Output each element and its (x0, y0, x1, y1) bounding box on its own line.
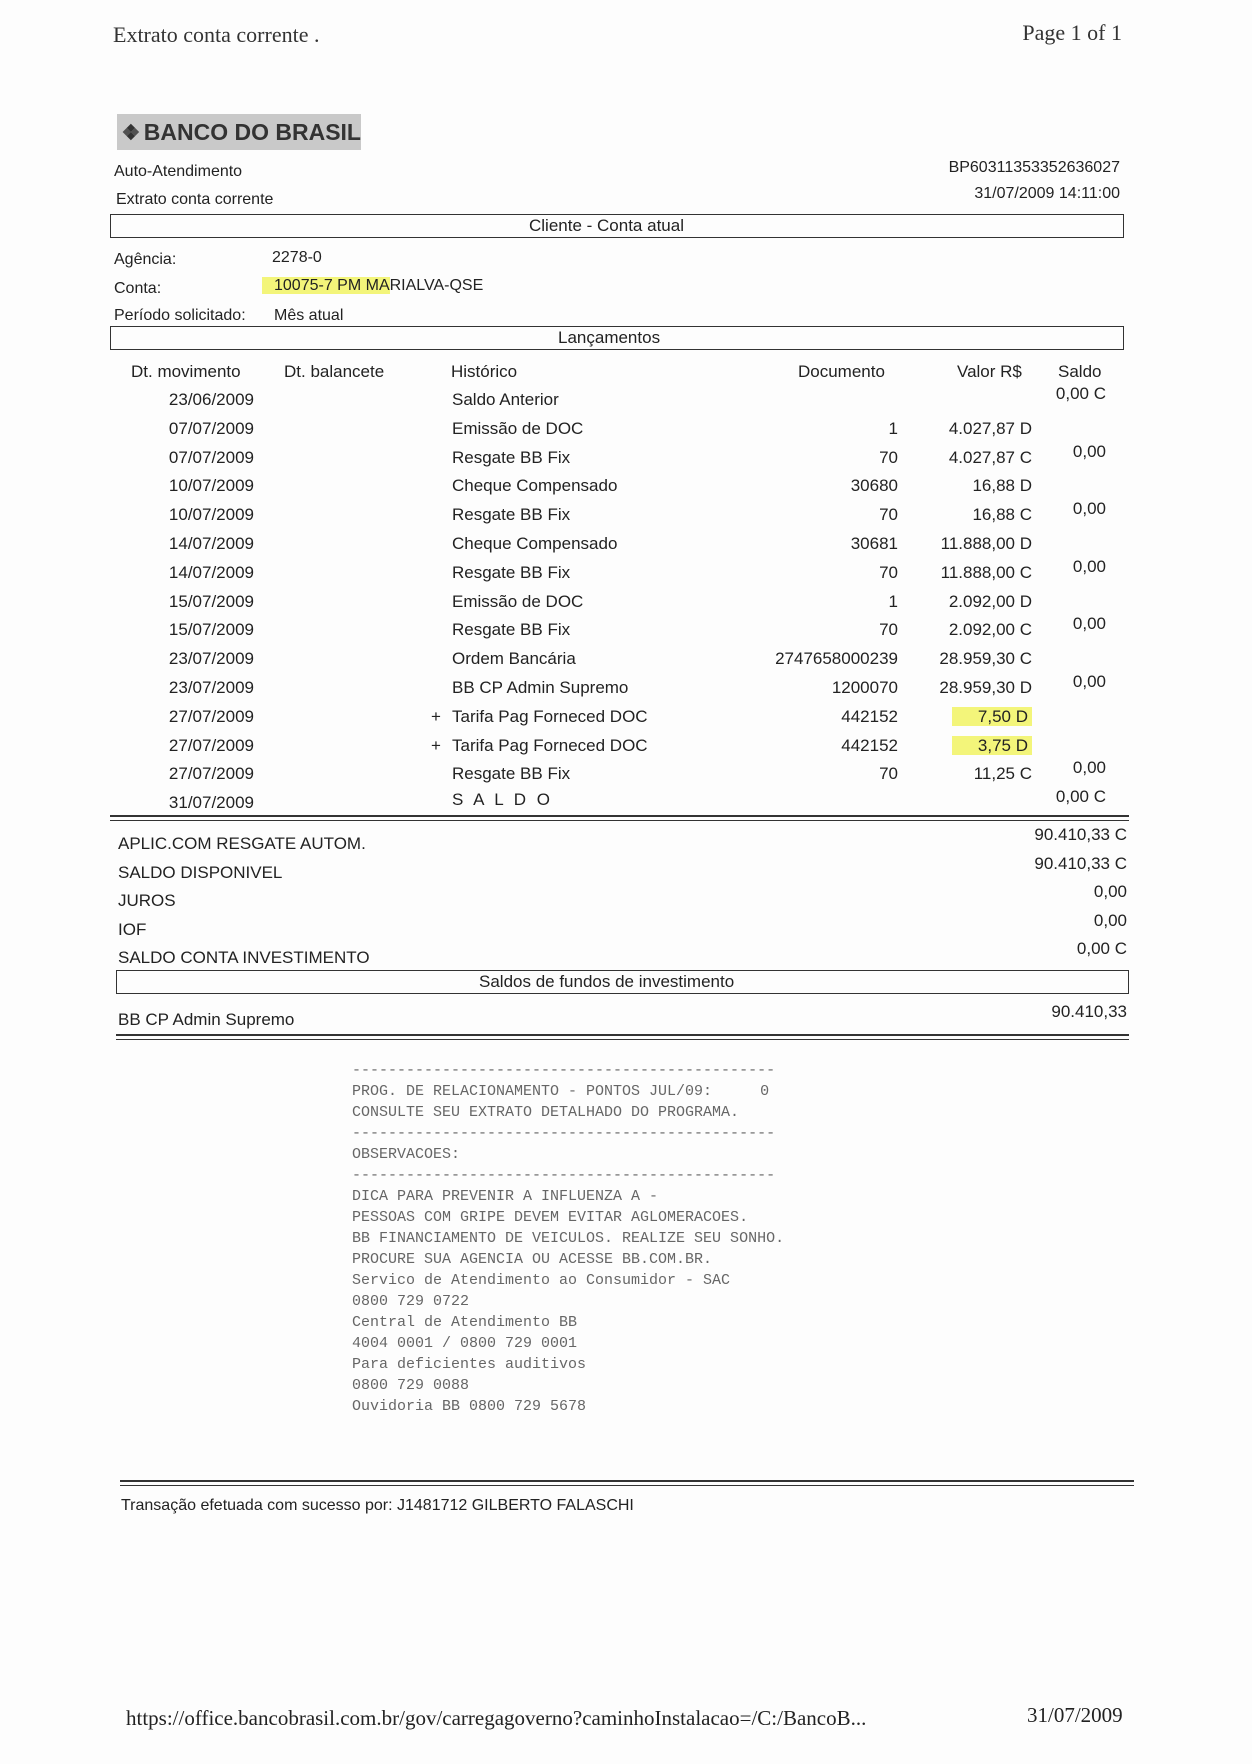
agencia-value: 2278-0 (272, 249, 322, 266)
entry-historico: Tarifa Pag Forneced DOC (452, 735, 648, 755)
summary-value: 0,00 (1093, 910, 1127, 930)
entry-historico: Resgate BB Fix (452, 505, 571, 525)
notes-line: 4004 0001 / 0800 729 0001 (352, 1335, 578, 1352)
summary-value: 0,00 (1093, 882, 1127, 902)
entry-valor: 4.027,87 D (948, 418, 1032, 438)
notes-line: BB FINANCIAMENTO DE VEICULOS. REALIZE SEU SONHO. (352, 1230, 785, 1247)
page-number: Page 1 of 1 (1022, 20, 1122, 45)
divider (116, 1039, 1129, 1040)
col-dt-movimento: Dt. movimento (131, 362, 241, 381)
entry-valor (900, 736, 1032, 756)
conta-value-rest: RIALVA-QSE (389, 277, 484, 294)
summary-value: 90.410,33 C (1034, 853, 1127, 873)
col-saldo: Saldo (1058, 362, 1102, 381)
entry-valor: 2.092,00 D (948, 591, 1032, 611)
notes-block (352, 1060, 784, 1417)
entry-historico: Cheque Compensado (452, 476, 618, 496)
entry-valor: 28.959,30 C (939, 649, 1032, 669)
entry-date: 27/07/2009 (168, 706, 254, 726)
entry-documento: 70 (879, 562, 898, 582)
entry-valor: 4.027,87 C (948, 447, 1032, 467)
divider (110, 820, 1129, 821)
entry-valor: 28.959,30 D (939, 678, 1032, 697)
entry-date: 31/07/2009 (168, 793, 254, 813)
entry-date: 23/07/2009 (168, 649, 254, 669)
funds-section-bar (116, 970, 1129, 994)
notes-line: PROCURE SUA AGENCIA OU ACESSE BB.COM.BR. (352, 1251, 713, 1268)
notes-line: PESSOAS COM GRIPE DEVEM EVITAR AGLOMERACOES. (352, 1209, 749, 1226)
notes-line: Servico de Atendimento ao Consumidor - SAC (352, 1272, 731, 1289)
conta-value (262, 277, 483, 295)
entry-historico: Emissão de DOC (452, 591, 584, 611)
notes-dashes: ----------------------------------------------- (352, 1125, 776, 1142)
entry-saldo: 0,00 (1072, 672, 1106, 691)
entry-valor: 16,88 C (972, 505, 1032, 525)
entry-documento: 1200070 (831, 678, 898, 697)
statement-datetime: 31/07/2009 14:11:00 (974, 185, 1120, 202)
notes-prog-line-2: CONSULTE SEU EXTRATO DETALHADO DO PROGRAMA. (352, 1104, 740, 1121)
notes-dashes: ----------------------------------------------- (352, 1167, 776, 1184)
bank-name: BANCO DO BRASIL (143, 118, 361, 145)
summary-value: 90.410,33 C (1034, 825, 1127, 844)
browser-page-title: Extrato conta corrente . (113, 22, 320, 47)
notes-line: DICA PARA PREVENIR A INFLUENZA A - (352, 1188, 659, 1205)
entry-historico: Resgate BB Fix (452, 764, 571, 784)
entry-historico: BB CP Admin Supremo (452, 678, 629, 697)
summary-label: IOF (118, 919, 147, 939)
entry-date: 07/07/2009 (168, 418, 254, 438)
entry-plus: + (431, 735, 441, 755)
entry-documento: 30681 (850, 534, 898, 553)
col-valor: Valor R$ (957, 362, 1022, 381)
notes-prog-line (352, 1081, 784, 1102)
entry-documento: 2747658000239 (775, 649, 898, 669)
summary-value: 0,00 C (1076, 939, 1127, 959)
entry-historico: Saldo Anterior (452, 390, 559, 409)
conta-value-highlighted: 10075-7 PM MA (262, 277, 390, 294)
client-section-bar (110, 214, 1124, 238)
summary-label: SALDO DISPONIVEL (118, 862, 283, 882)
conta-label: Conta: (114, 280, 162, 297)
table-row (0, 672, 1252, 706)
entry-saldo: 0,00 C (1055, 787, 1106, 807)
entry-date: 23/06/2009 (168, 390, 254, 409)
entry-date: 07/07/2009 (168, 447, 254, 467)
entries-section-title: Lançamentos (558, 328, 661, 347)
client-section-title: Cliente - Conta atual (529, 216, 684, 235)
entry-saldo: 0,00 (1072, 499, 1106, 519)
entries-section-bar (110, 326, 1124, 350)
table-row (0, 441, 1252, 476)
entry-documento: 1 (888, 591, 898, 611)
entry-date: 10/07/2009 (168, 476, 254, 496)
entry-documento: 70 (879, 505, 898, 525)
entry-documento: 1 (888, 418, 898, 438)
col-documento: Documento (798, 362, 885, 381)
table-row (0, 384, 1252, 418)
entry-valor: 11.888,00 D (940, 534, 1032, 553)
entry-valor: 16,88 D (972, 476, 1032, 496)
entry-valor-highlight: 7,50 D (952, 707, 1032, 726)
service-label: Auto-Atendimento (114, 163, 243, 180)
fund-name: BB CP Admin Supremo (118, 1010, 295, 1029)
entry-saldo: 0,00 C (1055, 384, 1106, 403)
entry-historico: S A L D O (452, 790, 554, 810)
table-row (0, 707, 1252, 735)
entry-historico: Resgate BB Fix (452, 562, 571, 582)
entry-valor: 11.888,00 C (940, 562, 1032, 582)
notes-line: Ouvidoria BB 0800 729 5678 (352, 1398, 587, 1415)
bank-logo (117, 114, 361, 150)
agencia-label: Agência: (114, 251, 177, 268)
entry-documento: 442152 (841, 735, 898, 755)
entry-valor-highlight: 3,75 D (952, 736, 1032, 755)
fund-balance: 90.410,33 (1051, 1002, 1127, 1021)
entry-plus: + (431, 706, 441, 726)
summary-label: APLIC.COM RESGATE AUTOM. (118, 834, 366, 853)
col-dt-balancete: Dt. balancete (284, 362, 385, 381)
transaction-footer: Transação efetuada com sucesso por: J1481712 GILBERTO FALASCHI (121, 1497, 634, 1514)
entry-saldo: 0,00 (1072, 556, 1106, 576)
notes-line: 0800 729 0722 (352, 1293, 470, 1310)
entry-valor: 11,25 C (973, 764, 1032, 784)
summary-label: SALDO CONTA INVESTIMENTO (118, 948, 370, 968)
entry-historico: Resgate BB Fix (452, 620, 571, 640)
notes-lines (352, 1186, 784, 1417)
periodo-value: Mês atual (274, 307, 344, 324)
entry-saldo: 0,00 (1072, 758, 1106, 778)
entry-historico: Tarifa Pag Forneced DOC (452, 706, 648, 726)
entry-valor: 2.092,00 C (948, 620, 1032, 640)
entry-documento: 30680 (850, 476, 898, 496)
entry-historico: Resgate BB Fix (452, 447, 571, 467)
notes-line: 0800 729 0088 (352, 1377, 470, 1394)
divider (110, 815, 1129, 817)
notes-prog-points: 0 (760, 1083, 770, 1100)
entry-date: 14/07/2009 (168, 534, 254, 553)
entry-date: 10/07/2009 (168, 505, 254, 525)
entry-saldo: 0,00 (1072, 614, 1106, 634)
entry-historico: Cheque Compensado (452, 534, 618, 553)
entry-documento: 70 (879, 764, 898, 784)
divider (116, 1034, 1129, 1036)
entry-historico: Ordem Bancária (452, 649, 576, 669)
print-date: 31/07/2009 (1027, 1703, 1123, 1727)
periodo-label: Período solicitado: (114, 307, 246, 324)
entry-documento: 442152 (841, 706, 898, 726)
notes-prog-text: PROG. DE RELACIONAMENTO - PONTOS JUL/09: (352, 1083, 713, 1100)
notes-line: Para deficientes auditivos (352, 1356, 587, 1373)
entry-date: 27/07/2009 (168, 764, 254, 784)
entry-documento: 70 (879, 620, 898, 640)
bank-logo-icon (122, 117, 140, 147)
entry-valor (900, 707, 1032, 727)
entry-saldo: 0,00 (1072, 441, 1106, 461)
entry-date: 15/07/2009 (168, 591, 254, 611)
entry-documento: 70 (879, 447, 898, 467)
divider (120, 1480, 1134, 1482)
entry-date: 15/07/2009 (168, 620, 254, 640)
funds-section-title: Saldos de fundos de investimento (479, 972, 735, 991)
entry-date: 23/07/2009 (168, 678, 254, 697)
col-historico: Histórico (451, 362, 518, 381)
table-row (0, 499, 1252, 533)
entry-historico: Emissão de DOC (452, 418, 584, 438)
table-row (0, 614, 1252, 648)
document-type: Extrato conta corrente (116, 191, 274, 208)
summary-label: JUROS (118, 891, 176, 911)
divider (120, 1485, 1134, 1486)
page-url: https://office.bancobrasil.com.br/gov/carregagoverno?caminhoInstalacao=/C:/BancoB... (126, 1706, 867, 1730)
entry-date: 14/07/2009 (168, 562, 254, 582)
protocol-number: BP60311353352636027 (948, 159, 1120, 176)
notes-dashes: ----------------------------------------------- (352, 1062, 776, 1079)
entry-date: 27/07/2009 (168, 735, 254, 755)
table-row (0, 556, 1252, 591)
notes-line: Central de Atendimento BB (352, 1314, 578, 1331)
notes-observacoes: OBSERVACOES: (352, 1146, 461, 1163)
